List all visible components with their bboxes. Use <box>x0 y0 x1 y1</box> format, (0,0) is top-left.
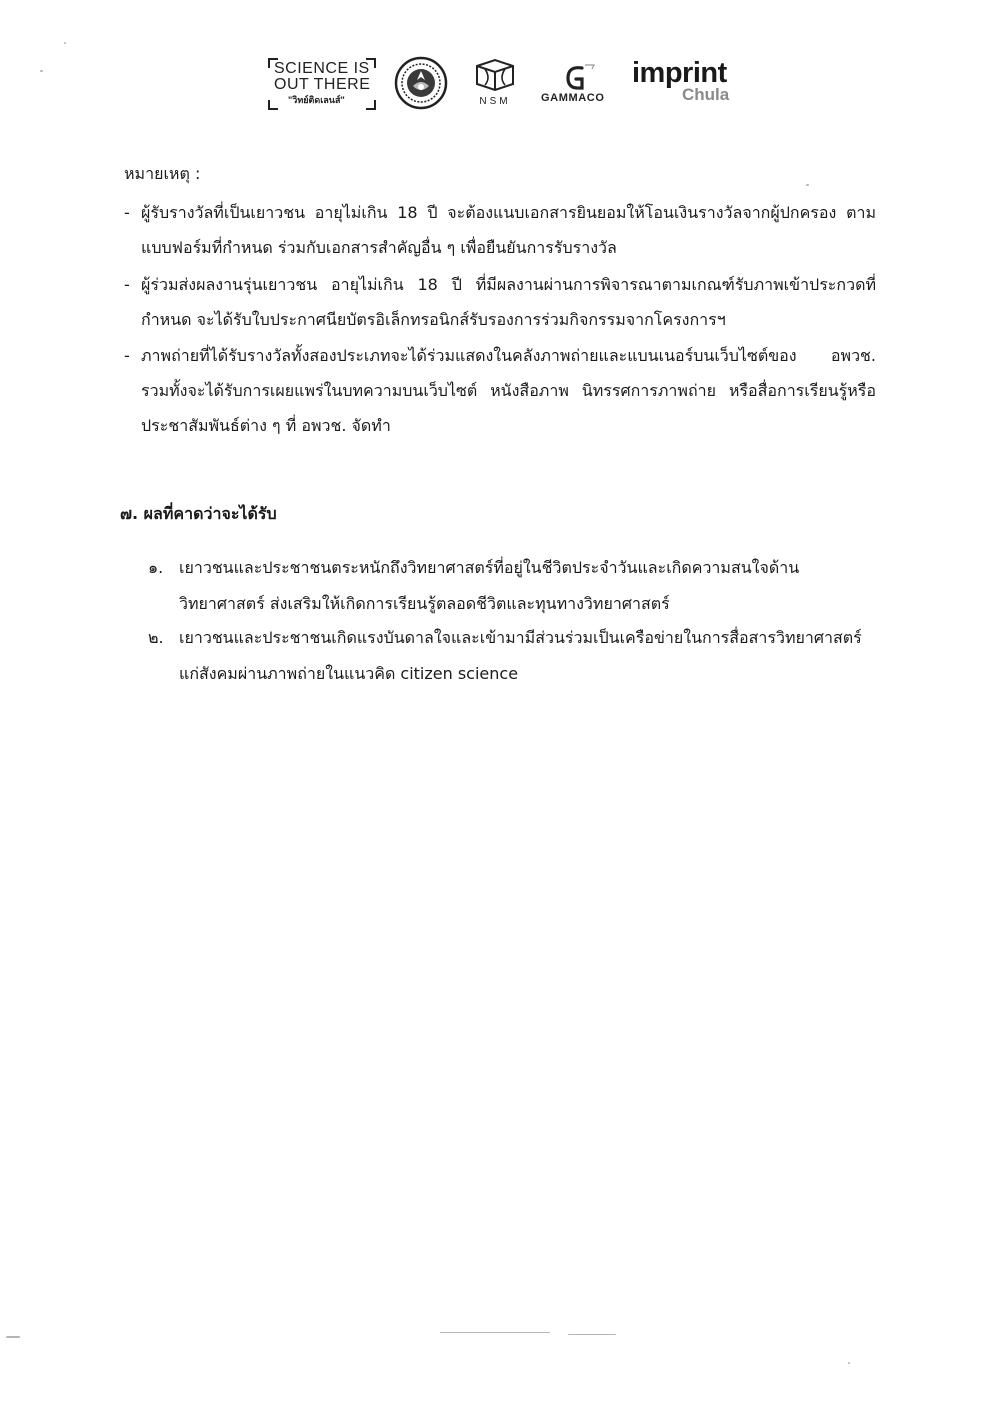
note-dash: - <box>124 346 130 365</box>
scan-speck <box>848 1362 850 1364</box>
scan-speck <box>6 1336 20 1338</box>
note-dash: - <box>124 203 130 222</box>
scan-speck <box>568 1334 616 1335</box>
imprint-text: imprint <box>632 57 727 89</box>
logo-line-1: SCIENCE IS <box>274 60 370 77</box>
expected-result-item <box>148 550 876 622</box>
note-text: ภาพถ่ายที่ได้รับรางวัลทั้งสองประเภทจะได้ร่วมแสดงในคลังภาพถ่ายและแบนเนอร์บนเว็บไซต์ของ อพวช. รวมทั้งจะได้รับการเผยแพร่ในบทความบนเว็บไซต์ หนังสือภาพ นิทรรศการภาพถ่าย หรือสื่อการเรียนรู้หรือประชาสัมพันธ์ต่าง ๆ ที่ อพวช. จัดทำ <box>141 346 876 435</box>
result-number: ๒. <box>148 628 164 647</box>
note-dash: - <box>124 275 130 294</box>
chula-text: Chula <box>682 85 730 104</box>
ministry-seal-icon <box>394 56 448 110</box>
scan-speck <box>806 184 809 186</box>
note-item <box>124 195 876 265</box>
scan-speck <box>440 1332 550 1333</box>
gammaco-g-icon <box>538 62 620 92</box>
note-text: ผู้รับรางวัลที่เป็นเยาวชน อายุไม่เกิน 18 ปี จะต้องแนบเอกสารยินยอมให้โอนเงินรางวัลจากผู้ปกครอง ตามแบบฟอร์มที่กำหนด ร่วมกับเอกสารสำคัญอื่น ๆ เพื่อยืนยันการรับรางวัล <box>141 203 876 257</box>
note-item <box>124 338 876 443</box>
gammaco-text: GAMMACO <box>541 92 605 104</box>
gammaco-logo <box>538 62 620 108</box>
logo-line-2: OUT THERE <box>274 76 371 93</box>
logo-bracket <box>366 100 376 110</box>
result-text: เยาวชนและประชาชนเกิดแรงบันดาลใจและเข้ามามีส่วนร่วมเป็นเครือข่ายในการสื่อสารวิทยาศาสตร์แก่สังคมผ่านภาพถ่ายในแนวคิด citizen science <box>179 628 862 683</box>
logo-strip <box>266 52 736 112</box>
logo-line-3: "วิทย์ติดเลนส์" <box>288 95 345 105</box>
scan-speck <box>40 70 43 72</box>
logo-bracket <box>268 100 278 110</box>
nsm-text: NSM <box>479 96 511 107</box>
note-item <box>124 267 876 337</box>
imprint-chula-logo <box>632 58 732 108</box>
nsm-logo <box>469 58 521 108</box>
science-is-out-there-logo <box>268 58 376 110</box>
note-text: ผู้ร่วมส่งผลงานรุ่นเยาวชน อายุไม่เกิน 18 ปี ที่มีผลงานผ่านการพิจารณาตามเกณฑ์รับภาพเข้าประกวดที่กำหนด จะได้รับใบประกาศนียบัตรอิเล็กทรอนิกส์รับรองการร่วมกิจกรรมจากโครงการฯ <box>141 275 876 329</box>
expected-result-item <box>148 620 876 692</box>
result-number: ๑. <box>148 558 164 577</box>
notes-heading: หมายเหตุ : <box>124 164 201 183</box>
section-heading: ๗. ผลที่คาดว่าจะได้รับ <box>120 504 277 523</box>
result-text: เยาวชนและประชาชนตระหนักถึงวิทยาศาสตร์ที่อยู่ในชีวิตประจำวันและเกิดความสนใจด้านวิทยาศาสตร์ ส่งเสริมให้เกิดการเรียนรู้ตลอดชีวิตและทุนทางวิทยาศาสตร์ <box>179 558 800 613</box>
scan-speck <box>64 42 66 44</box>
